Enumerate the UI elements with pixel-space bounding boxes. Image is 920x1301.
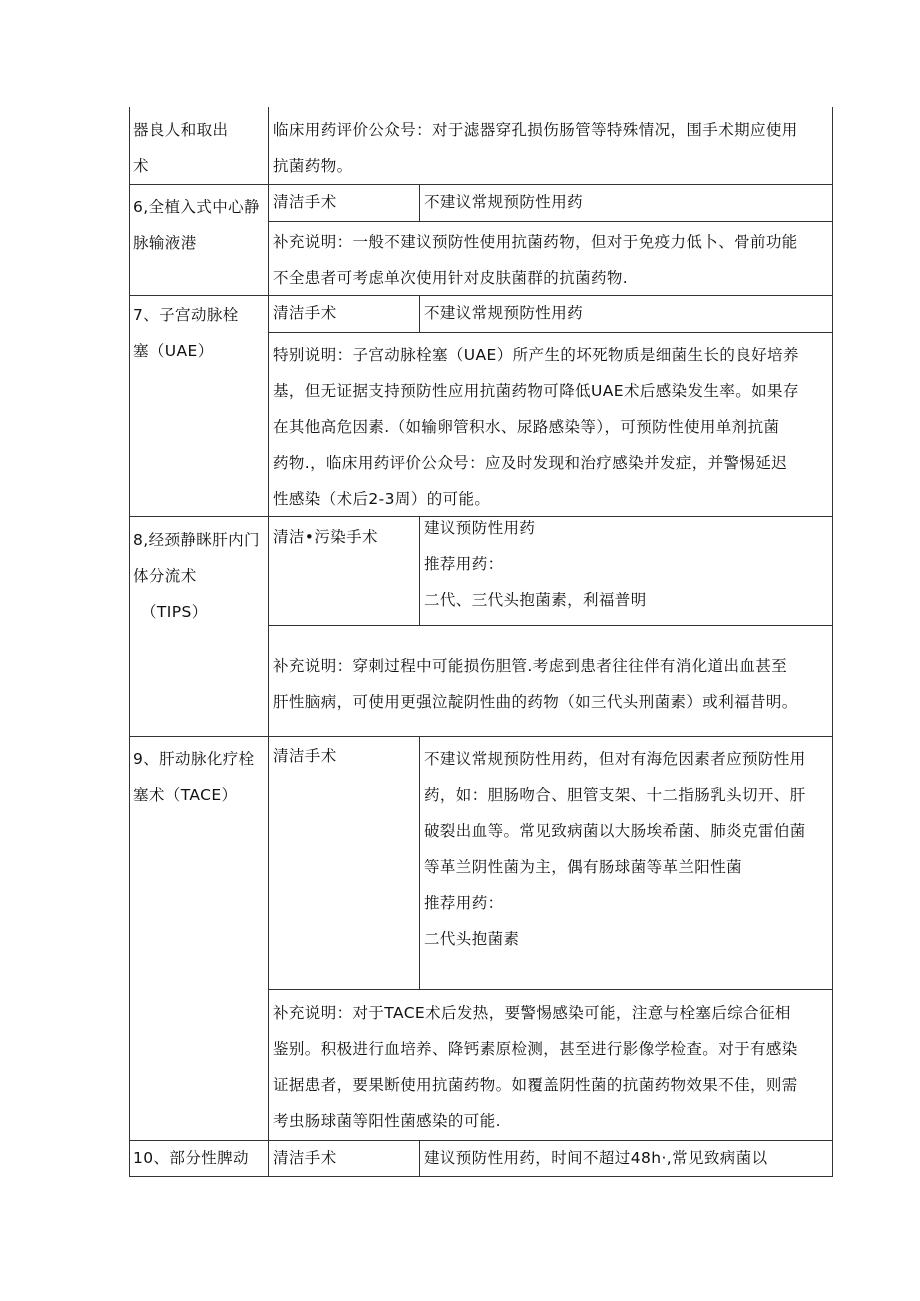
recommendation-text: 推荐用药：: [424, 555, 504, 573]
procedure-text: 塞术（TACE）: [133, 786, 238, 804]
wound-class: 清洁手术: [273, 747, 337, 765]
recommendation: 不建议常规预防性用药: [424, 193, 584, 211]
note-text: 临床用药评价公众号：对于滤器穿孔损伤肠管等特殊情况，围手术期应使用: [273, 121, 798, 139]
column-divider-2: [419, 736, 420, 989]
note-text: 抗菌药物。: [273, 157, 353, 175]
recommendation: 建议预防性用药，时间不超过48h·,常见致病菌以: [424, 1149, 768, 1167]
row-divider: [268, 332, 833, 333]
note-text: 肝性脑病，可使用更强泣靛阴性曲的药物（如三代头刑菌素）或利福昔明。: [273, 693, 798, 711]
procedure-text: 器良人和取出: [133, 121, 229, 139]
note-cell: [273, 995, 798, 1139]
column-divider-2: [419, 1140, 420, 1176]
recommendation-text: 药，如：胆肠吻合、胆管支架、十二指肠乳头切开、肝: [424, 786, 806, 804]
procedure-text: 体分流术: [133, 567, 197, 585]
wound-class: 清洁手术: [273, 193, 337, 211]
procedure-cell: [133, 741, 255, 813]
table-border-right: [832, 107, 833, 1177]
row-divider: [268, 625, 833, 626]
procedure-text: 10、部分性脾动: [133, 1149, 249, 1167]
procedure-text: （TIPS）: [141, 603, 208, 621]
table-border-bottom: [129, 1176, 833, 1177]
note-text: 特别说明：子宫动脉栓塞（UAE）所产生的坏死物质是细菌生长的良好培养: [273, 346, 799, 364]
note-text: 药物.，临床用药评价公众号：应及时发现和治疗感染并发症，并警惕延迟: [273, 454, 788, 472]
row-divider: [268, 989, 833, 990]
recommendation-text: 推荐用药：: [424, 894, 504, 912]
recommendation-text: 二代、三代头抱菌素，利福普明: [424, 591, 647, 609]
procedure-text: 脉输液港: [133, 234, 197, 252]
note-text: 补充说明：一般不建议预防性使用抗菌药物，但对于免疫力低卜、骨前功能: [273, 233, 798, 251]
table-border-left: [129, 107, 130, 1177]
note-text: 考虫肠球菌等阳性菌感染的可能.: [273, 1112, 501, 1130]
recommendation-text: 等革兰阴性菌为主，偶有肠球菌等革兰阳性菌: [424, 858, 743, 876]
note-text: 基，但无证据支持预防性应用抗菌药物可降低UAE术后感染发生率。如果存: [273, 382, 799, 400]
note-text: 补充说明：穿刺过程中可能损伤胆管.考虑到患者往往伴有消化道出血甚至: [273, 657, 788, 675]
procedure-text: 8,经颈静眯肝内门: [133, 531, 260, 549]
note-text: 在其他高危因素.（如输卵管积水、尿路感染等），可预防性使用单剂抗菌: [273, 418, 780, 436]
procedure-cell: [133, 522, 260, 630]
row-divider: [129, 736, 833, 737]
procedure-cell: [133, 189, 260, 261]
row-divider: [268, 221, 833, 222]
procedure-cell: [133, 297, 239, 369]
note-text: 性感染（术后2-3周）的可能。: [273, 490, 491, 508]
procedure-text: 术: [133, 157, 149, 175]
recommendation-text: 不建议常规预防性用药，但对有海危因素者应预防性用: [424, 750, 806, 768]
procedure-cell: [133, 112, 228, 184]
note-text: 证据患者，要果断使用抗菌药物。如覆盖阴性菌的抗菌药物效果不佳，则需: [273, 1076, 798, 1094]
procedure-text: 塞（UAE）: [133, 342, 214, 360]
procedure-text: 9、肝动脉化疗栓: [133, 750, 255, 768]
procedure-text: 7、子宫动脉栓: [133, 306, 239, 324]
recommendation-text: 二代头抱菌素: [424, 930, 520, 948]
note-text: 补充说明：对于TACE术后发热，要警惕感染可能，注意与栓塞后综合征相: [273, 1004, 791, 1022]
wound-class: 清洁手术: [273, 304, 337, 322]
column-divider-2: [419, 516, 420, 625]
note-cell: [273, 648, 798, 720]
note-cell: [273, 224, 798, 296]
note-text: 不全患者可考虑单次使用针对皮肤菌群的抗菌药物.: [273, 269, 629, 287]
procedure-text: 6,全植入式中心静: [133, 198, 260, 216]
column-divider-1: [268, 107, 269, 1177]
column-divider-2: [419, 184, 420, 221]
column-divider-2: [419, 295, 420, 332]
procedure-cell: [133, 1140, 249, 1176]
recommendation-text: 建议预防性用药: [424, 519, 536, 537]
note-text: 鉴别。积极进行血培养、降钙素原检测，甚至进行影像学检查。对于有感染: [273, 1040, 798, 1058]
wound-class: 清洁手术: [273, 1149, 337, 1167]
recommendation-text: 破裂出血等。常见致病菌以大肠埃希菌、肺炎克雷伯菌: [424, 822, 806, 840]
note-cell: [273, 337, 799, 517]
recommendation: 不建议常规预防性用药: [424, 304, 584, 322]
recommendation-cell: [424, 510, 647, 618]
recommendation-cell: [424, 741, 806, 957]
wound-class: 清洁•污染手术: [273, 528, 378, 546]
note-cell: [273, 112, 798, 184]
